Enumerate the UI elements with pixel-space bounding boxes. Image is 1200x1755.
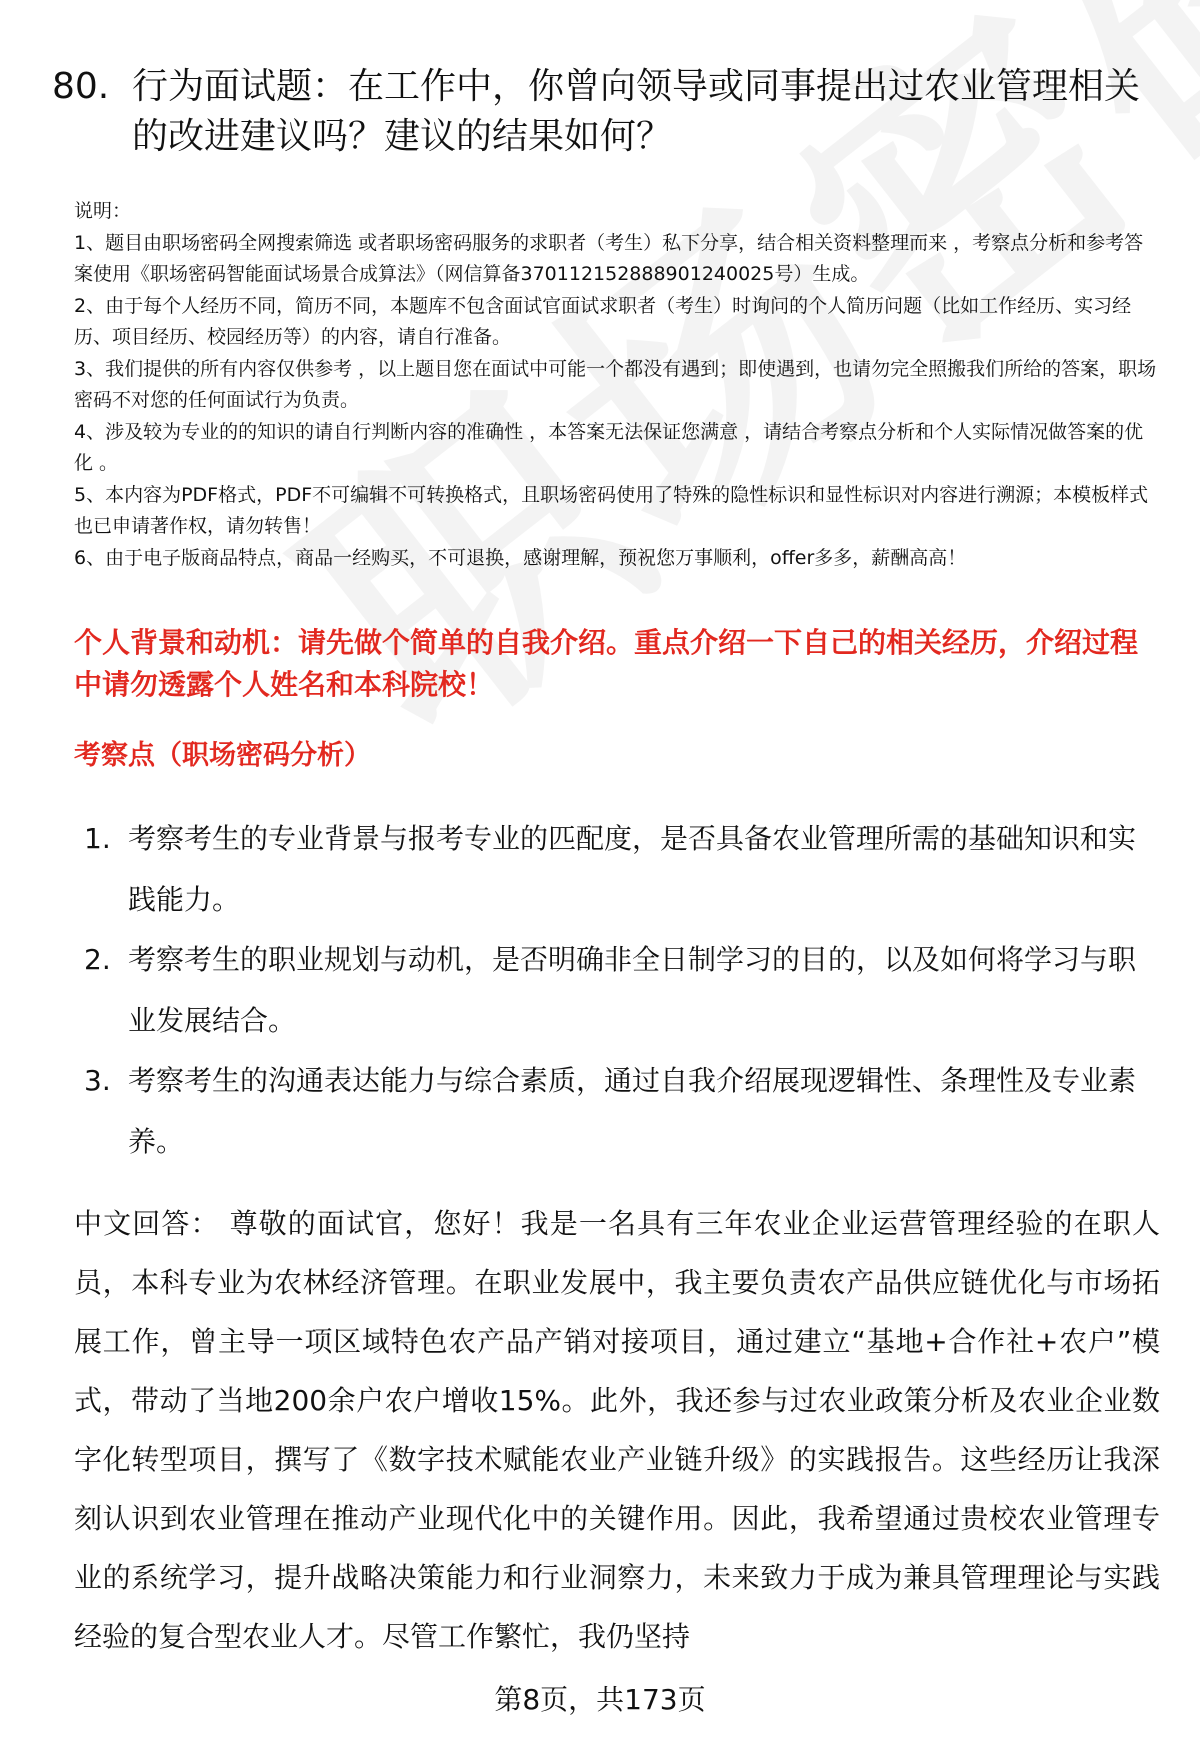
point-number: 3.	[84, 1064, 111, 1097]
assessment-title: 考察点（职场密码分析）	[74, 740, 371, 771]
answer-text: 尊敬的面试官，您好！我是一名具有三年农业企业运营管理经验的在职人员，本科专业为农林经济管理。在职业发展中，我主要负责农产品供应链优化与市场拓展工作，曾主导一项区域特色农产品产销对接项目，通过建立“基地+合作社+农户”模式，带动了当地200余户农户增收15%。此外，我还参与过农业政策分析及农业企业数字化转型项目，撰写了《数字技术赋能农业产业链升级》的实践报告。这些经历让我深刻认识到农业管理在推动产业现代化中的关键作用。因此，我希望通过贵校农业管理专业的系统学习，提升战略决策能力和行业洞察力，未来致力于成为兼具管理理论与实践经验的复合型农业人才。尽管工作繁忙，我仍坚持	[74, 1207, 1160, 1653]
point-text: 考察考生的职业规划与动机，是否明确非全日制学习的目的，以及如何将学习与职业发展结合。	[128, 943, 1137, 1037]
page-footer: 第8页，共173页	[494, 1683, 706, 1716]
note-item: 4、涉及较为专业的的知识的请自行判断内容的准确性 ，本答案无法保证您满意 ，请结合考察点分析和个人实际情况做答案的优化 。	[74, 420, 1144, 474]
point-text: 考察考生的专业背景与报考专业的匹配度，是否具备农业管理所需的基础知识和实践能力。	[128, 822, 1137, 916]
note-item: 1、题目由职场密码全网搜索筛选 或者职场密码服务的求职者（考生）私下分享，结合相关资料整理而来 ，考察点分析和参考答案使用《职场密码智能面试场景合成算法》（网信算备370112152888901240025号）生成。	[74, 231, 1144, 285]
point-number: 2.	[84, 943, 111, 976]
answer-paragraph	[74, 1194, 1160, 1666]
note-item: 3、我们提供的所有内容仅供参考 ，以上题目您在面试中可能一个都没有遇到；即使遇到，也请勿完全照搬我们所给的答案，职场密码不对您的任何面试行为负责。	[74, 357, 1157, 411]
note-item: 6、由于电子版商品特点，商品一经购买，不可退换，感谢理解，预祝您万事顺利，offer多多，薪酬高高！	[74, 546, 967, 569]
assessment-point	[84, 929, 1160, 1051]
point-number: 1.	[84, 822, 111, 855]
assessment-point	[84, 808, 1160, 930]
assessment-point	[84, 1050, 1160, 1172]
background-question: 个人背景和动机：请先做个简单的自我介绍。重点介绍一下自己的相关经历，介绍过程中请勿透露个人姓名和本科院校！	[74, 626, 1139, 701]
notes-heading: 说明：	[74, 200, 132, 222]
answer-label: 中文回答：	[74, 1207, 220, 1240]
notes-section	[74, 196, 1160, 574]
assessment-points	[84, 808, 1160, 1171]
note-item: 2、由于每个人经历不同，简历不同，本题库不包含面试官面试求职者（考生）时询问的个人简历问题（比如工作经历、实习经历、项目经历、校园经历等）的内容，请自行准备。	[74, 294, 1132, 348]
question-number: 80.	[52, 66, 110, 107]
point-text: 考察考生的沟通表达能力与综合素质，通过自我介绍展现逻辑性、条理性及专业素养。	[128, 1064, 1137, 1158]
note-item: 5、本内容为PDF格式，PDF不可编辑不可转换格式，且职场密码使用了特殊的隐性标识和显性标识对内容进行溯源；本模板样式也已申请著作权，请勿转售！	[74, 483, 1149, 537]
question-title	[52, 62, 1162, 162]
question-text: 行为面试题：在工作中，你曾向领导或同事提出过农业管理相关的改进建议吗？建议的结果如何？	[132, 66, 1141, 157]
